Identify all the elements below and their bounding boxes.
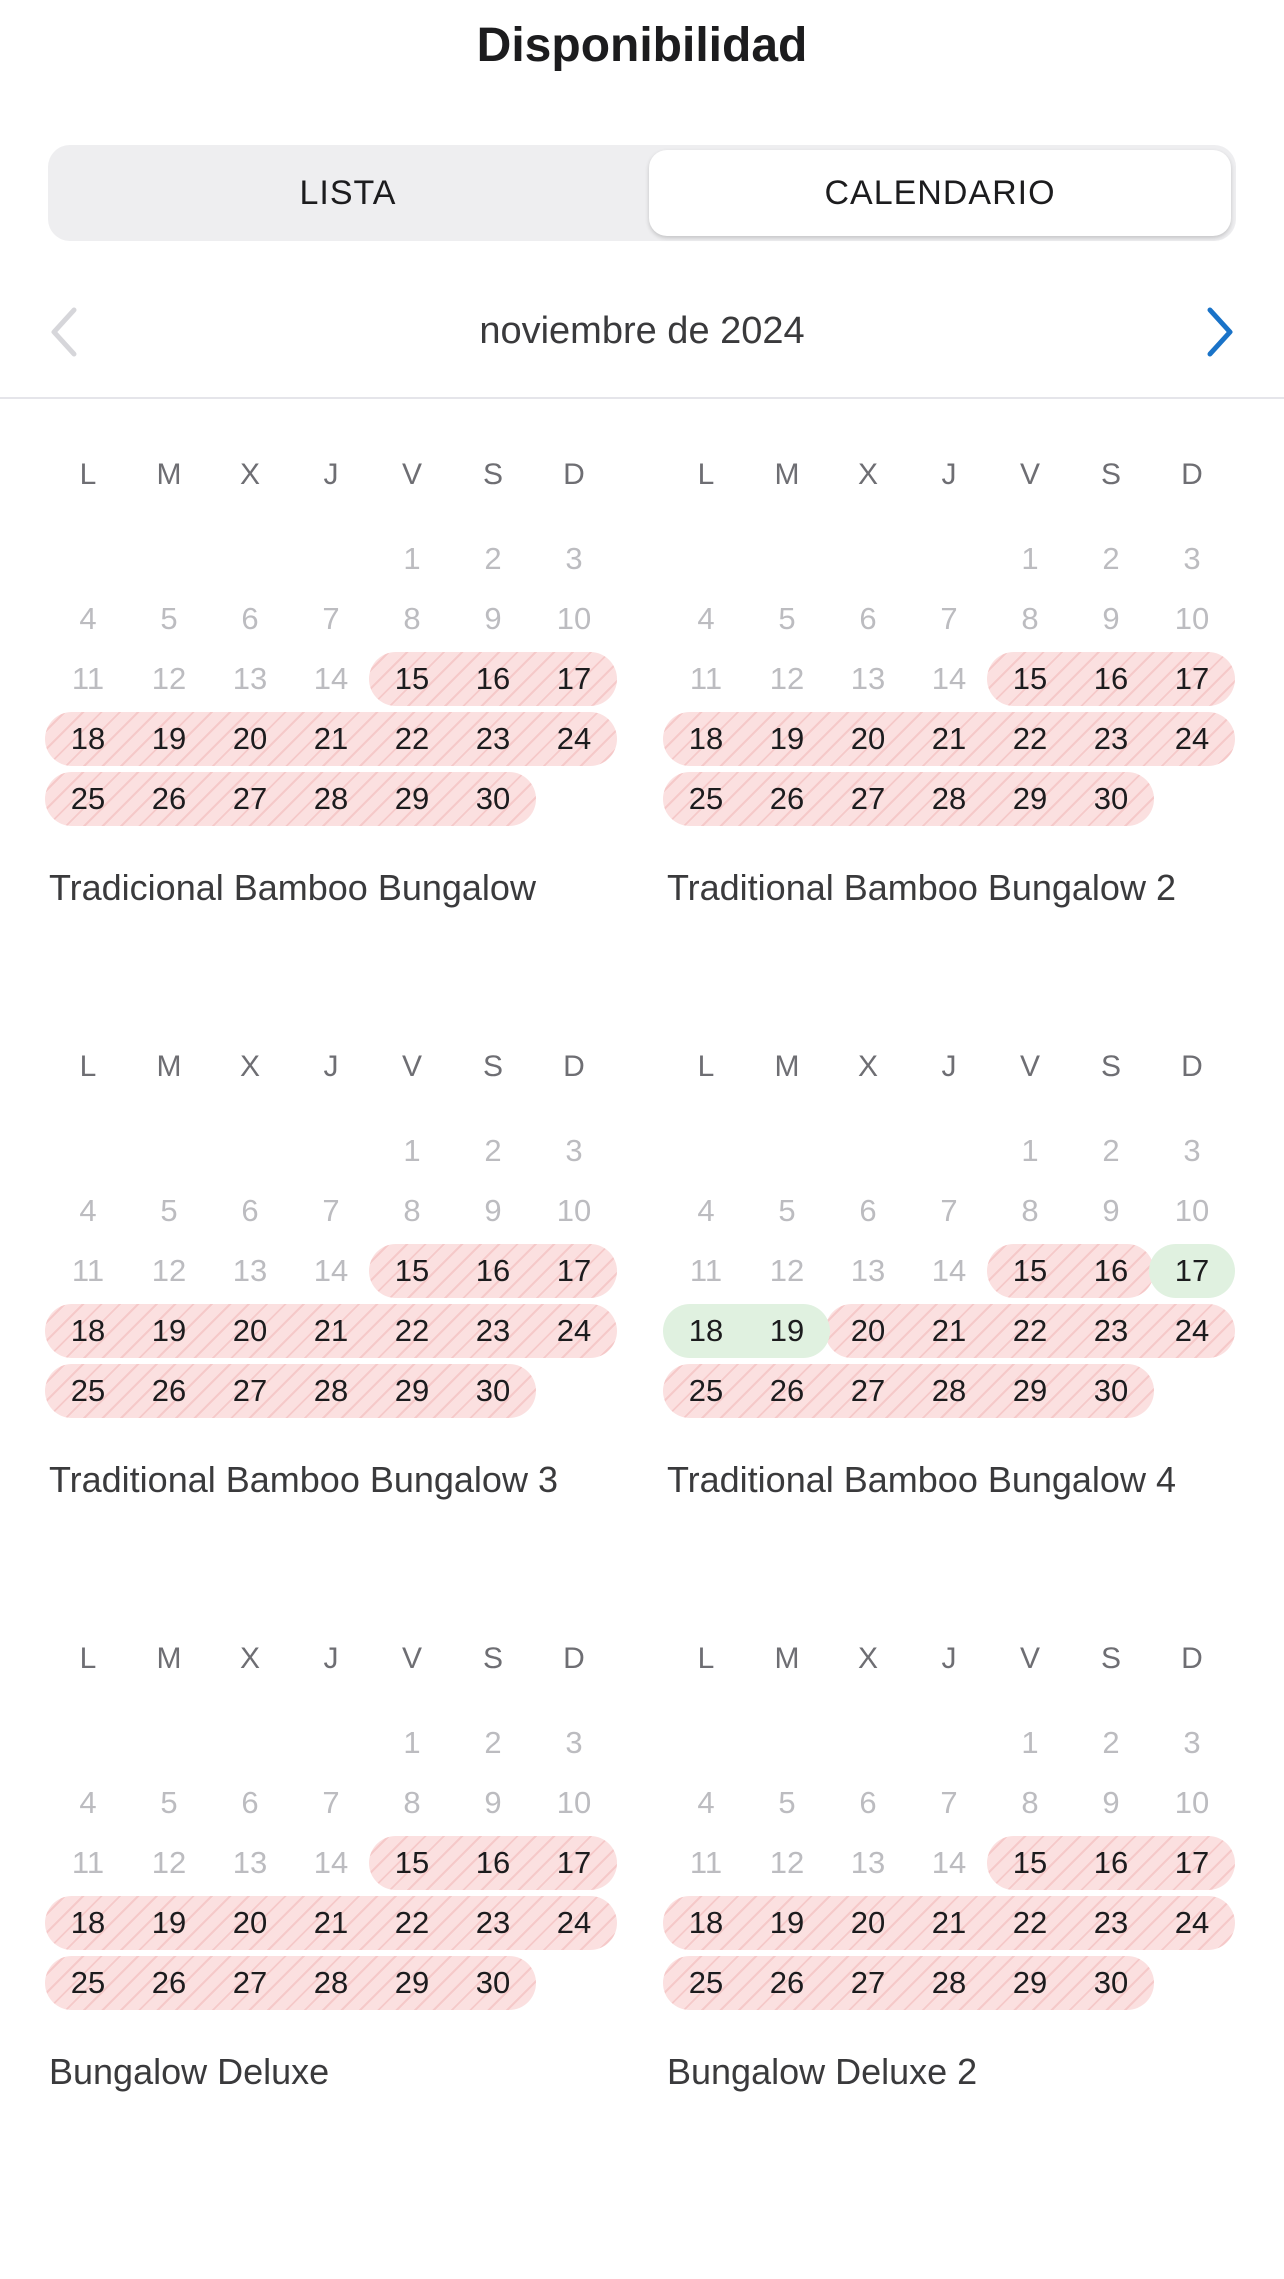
day-booked[interactable]: 27 <box>850 1965 886 2000</box>
room-name: Bungalow Deluxe <box>49 2051 330 2092</box>
weekday-label: L <box>697 1050 715 1083</box>
day-booked[interactable]: 15 <box>1012 1253 1048 1288</box>
day-past[interactable]: 3 <box>565 1725 583 1760</box>
weekday-label: S <box>1100 458 1121 491</box>
day-past[interactable]: 14 <box>313 1253 349 1288</box>
day-past[interactable]: 9 <box>1102 601 1120 636</box>
weekday-label: M <box>156 1642 182 1675</box>
day-booked[interactable]: 29 <box>394 1373 430 1408</box>
day-past[interactable]: 2 <box>1102 541 1120 576</box>
month-label: noviembre de 2024 <box>479 310 805 352</box>
weekday-label: X <box>239 1642 260 1675</box>
room-calendar <box>49 455 623 975</box>
day-booked[interactable]: 24 <box>556 721 592 756</box>
room-calendar <box>667 455 1241 975</box>
day-past[interactable]: 4 <box>697 601 715 636</box>
day-booked[interactable]: 15 <box>394 1253 430 1288</box>
day-past[interactable]: 12 <box>769 661 805 696</box>
day-past[interactable]: 2 <box>1102 1725 1120 1760</box>
day-booked[interactable]: 30 <box>1093 781 1129 816</box>
day-past[interactable]: 5 <box>778 601 796 636</box>
day-past[interactable]: 14 <box>931 661 967 696</box>
day-booked[interactable]: 18 <box>70 1313 106 1348</box>
weekday-label: D <box>563 1642 585 1675</box>
day-past[interactable]: 8 <box>403 1193 421 1228</box>
day-booked[interactable]: 23 <box>1093 721 1129 756</box>
day-past[interactable]: 13 <box>850 1845 886 1880</box>
page-title: Disponibilidad <box>476 19 808 72</box>
day-past[interactable]: 8 <box>403 1785 421 1820</box>
day-booked[interactable]: 22 <box>394 721 430 756</box>
day-booked[interactable]: 25 <box>70 1373 106 1408</box>
weekday-label: J <box>941 1050 957 1083</box>
weekday-label: V <box>401 458 422 491</box>
day-booked[interactable]: 18 <box>688 721 724 756</box>
day-available[interactable]: 18 <box>688 1313 724 1348</box>
room-name: Traditional Bamboo Bungalow 2 <box>667 867 1176 908</box>
weekday-label: V <box>1019 458 1040 491</box>
day-past[interactable]: 7 <box>940 1785 958 1820</box>
day-past[interactable]: 10 <box>556 601 592 636</box>
day-booked[interactable]: 15 <box>1012 1845 1048 1880</box>
day-booked[interactable]: 27 <box>232 1965 268 2000</box>
day-past[interactable]: 13 <box>232 1253 268 1288</box>
day-past[interactable]: 6 <box>241 1193 259 1228</box>
weekday-label: S <box>1100 1050 1121 1083</box>
day-booked[interactable]: 19 <box>151 1905 187 1940</box>
day-past[interactable]: 6 <box>859 601 877 636</box>
weekday-label: V <box>401 1642 422 1675</box>
day-booked[interactable]: 27 <box>232 781 268 816</box>
day-booked[interactable]: 30 <box>475 781 511 816</box>
room-calendar <box>49 1639 623 2159</box>
weekday-label: J <box>941 458 957 491</box>
weekday-label: L <box>79 458 97 491</box>
day-booked[interactable]: 25 <box>688 1965 724 2000</box>
day-past[interactable]: 7 <box>322 601 340 636</box>
room-calendar <box>667 1047 1241 1567</box>
day-past[interactable]: 12 <box>769 1845 805 1880</box>
day-booked[interactable]: 29 <box>1012 781 1048 816</box>
day-booked[interactable]: 20 <box>850 721 886 756</box>
weekday-label: J <box>323 458 339 491</box>
tab-list[interactable]: LISTA <box>299 174 397 212</box>
day-booked[interactable]: 16 <box>1093 661 1129 696</box>
day-booked[interactable]: 30 <box>1093 1965 1129 2000</box>
weekday-label: X <box>857 458 878 491</box>
day-booked[interactable]: 29 <box>394 781 430 816</box>
day-booked[interactable]: 30 <box>475 1373 511 1408</box>
day-past[interactable]: 5 <box>778 1193 796 1228</box>
day-booked[interactable]: 29 <box>394 1965 430 2000</box>
day-past[interactable]: 9 <box>484 1193 502 1228</box>
day-booked[interactable]: 26 <box>769 1965 805 2000</box>
day-booked[interactable]: 20 <box>232 1313 268 1348</box>
day-available[interactable]: 17 <box>1174 1253 1210 1288</box>
day-past[interactable]: 7 <box>322 1193 340 1228</box>
day-past[interactable]: 5 <box>160 1193 178 1228</box>
day-booked[interactable]: 25 <box>688 1373 724 1408</box>
day-booked[interactable]: 28 <box>313 1373 349 1408</box>
day-booked[interactable]: 24 <box>1174 1905 1210 1940</box>
room-calendar <box>49 1047 623 1567</box>
day-booked[interactable]: 23 <box>475 1905 511 1940</box>
day-past[interactable]: 8 <box>1021 1193 1039 1228</box>
day-booked[interactable]: 26 <box>151 1965 187 2000</box>
day-past[interactable]: 4 <box>697 1785 715 1820</box>
weekday-label: X <box>239 458 260 491</box>
day-past[interactable]: 1 <box>403 1133 421 1168</box>
day-booked[interactable]: 24 <box>556 1905 592 1940</box>
day-booked[interactable]: 26 <box>151 781 187 816</box>
day-past[interactable]: 14 <box>931 1845 967 1880</box>
day-booked[interactable]: 23 <box>475 721 511 756</box>
day-past[interactable]: 5 <box>778 1785 796 1820</box>
day-booked[interactable]: 27 <box>232 1373 268 1408</box>
weekday-label: L <box>79 1050 97 1083</box>
weekday-label: D <box>563 1050 585 1083</box>
day-booked[interactable]: 28 <box>313 781 349 816</box>
day-available[interactable]: 19 <box>769 1313 805 1348</box>
weekday-label: D <box>1181 458 1203 491</box>
day-past[interactable]: 2 <box>484 1725 502 1760</box>
weekday-label: X <box>857 1050 878 1083</box>
day-booked[interactable]: 18 <box>70 1905 106 1940</box>
day-booked[interactable]: 20 <box>232 721 268 756</box>
day-past[interactable]: 4 <box>79 1193 97 1228</box>
weekday-label: L <box>697 1642 715 1675</box>
day-booked[interactable]: 17 <box>556 661 592 696</box>
day-past[interactable]: 12 <box>769 1253 805 1288</box>
day-past[interactable]: 8 <box>1021 601 1039 636</box>
day-booked[interactable]: 15 <box>1012 661 1048 696</box>
day-past[interactable]: 11 <box>71 1253 105 1288</box>
day-past[interactable]: 3 <box>565 541 583 576</box>
day-booked[interactable]: 22 <box>394 1905 430 1940</box>
day-booked[interactable]: 20 <box>850 1313 886 1348</box>
day-booked[interactable]: 16 <box>475 661 511 696</box>
day-past[interactable]: 13 <box>850 1253 886 1288</box>
day-booked[interactable]: 28 <box>931 1373 967 1408</box>
day-booked[interactable]: 17 <box>1174 1845 1210 1880</box>
day-past[interactable]: 2 <box>1102 1133 1120 1168</box>
day-booked[interactable]: 16 <box>1093 1253 1129 1288</box>
day-past[interactable]: 10 <box>1174 1785 1210 1820</box>
room-name: Traditional Bamboo Bungalow 4 <box>667 1459 1176 1500</box>
day-past[interactable]: 10 <box>556 1193 592 1228</box>
day-past[interactable]: 3 <box>1183 1725 1201 1760</box>
weekday-label: X <box>857 1642 878 1675</box>
day-booked[interactable]: 17 <box>556 1845 592 1880</box>
day-past[interactable]: 7 <box>940 601 958 636</box>
day-booked[interactable]: 30 <box>1093 1373 1129 1408</box>
weekday-label: S <box>1100 1642 1121 1675</box>
weekday-label: D <box>563 458 585 491</box>
day-past[interactable]: 4 <box>697 1193 715 1228</box>
day-past[interactable]: 9 <box>1102 1785 1120 1820</box>
weekday-label: M <box>774 458 800 491</box>
day-past[interactable]: 1 <box>403 541 421 576</box>
day-booked[interactable]: 22 <box>1012 1905 1048 1940</box>
weekday-label: D <box>1181 1642 1203 1675</box>
day-past[interactable]: 9 <box>484 601 502 636</box>
day-past[interactable]: 6 <box>859 1785 877 1820</box>
day-booked[interactable]: 19 <box>769 721 805 756</box>
day-booked[interactable]: 15 <box>394 661 430 696</box>
day-past[interactable]: 14 <box>931 1253 967 1288</box>
weekday-label: S <box>482 1050 503 1083</box>
day-booked[interactable]: 21 <box>931 1313 967 1348</box>
day-booked[interactable]: 21 <box>313 1313 349 1348</box>
day-booked[interactable]: 29 <box>1012 1373 1048 1408</box>
day-booked[interactable]: 24 <box>1174 1313 1210 1348</box>
day-past[interactable]: 13 <box>850 661 886 696</box>
day-booked[interactable]: 25 <box>688 781 724 816</box>
day-booked[interactable]: 27 <box>850 781 886 816</box>
day-past[interactable]: 14 <box>313 661 349 696</box>
day-booked[interactable]: 26 <box>769 1373 805 1408</box>
day-booked[interactable]: 17 <box>1174 661 1210 696</box>
weekday-label: J <box>323 1050 339 1083</box>
weekday-label: J <box>323 1642 339 1675</box>
room-name: Bungalow Deluxe 2 <box>667 2051 978 2092</box>
day-past[interactable]: 3 <box>565 1133 583 1168</box>
day-booked[interactable]: 16 <box>475 1845 511 1880</box>
day-past[interactable]: 12 <box>151 661 187 696</box>
day-past[interactable]: 5 <box>160 601 178 636</box>
day-past[interactable]: 2 <box>484 1133 502 1168</box>
day-booked[interactable]: 15 <box>394 1845 430 1880</box>
day-past[interactable]: 10 <box>1174 1193 1210 1228</box>
day-booked[interactable]: 20 <box>232 1905 268 1940</box>
day-past[interactable]: 9 <box>484 1785 502 1820</box>
day-booked[interactable]: 23 <box>1093 1905 1129 1940</box>
room-name: Traditional Bamboo Bungalow 3 <box>49 1459 558 1500</box>
day-past[interactable]: 12 <box>151 1253 187 1288</box>
day-past[interactable]: 8 <box>1021 1785 1039 1820</box>
day-booked[interactable]: 28 <box>931 781 967 816</box>
weekday-label: S <box>482 1642 503 1675</box>
day-booked[interactable]: 25 <box>70 1965 106 2000</box>
day-booked[interactable]: 19 <box>151 721 187 756</box>
day-booked[interactable]: 21 <box>313 1905 349 1940</box>
day-booked[interactable]: 22 <box>1012 721 1048 756</box>
day-past[interactable]: 10 <box>1174 601 1210 636</box>
day-booked[interactable]: 24 <box>556 1313 592 1348</box>
day-booked[interactable]: 29 <box>1012 1965 1048 2000</box>
day-past[interactable]: 7 <box>940 1193 958 1228</box>
day-past[interactable]: 11 <box>71 1845 105 1880</box>
day-booked[interactable]: 20 <box>850 1905 886 1940</box>
day-past[interactable]: 6 <box>859 1193 877 1228</box>
day-booked[interactable]: 18 <box>70 721 106 756</box>
day-booked[interactable]: 28 <box>313 1965 349 2000</box>
day-booked[interactable]: 18 <box>688 1905 724 1940</box>
weekday-label: S <box>482 458 503 491</box>
day-booked[interactable]: 24 <box>1174 721 1210 756</box>
weekday-label: V <box>1019 1642 1040 1675</box>
day-booked[interactable]: 30 <box>475 1965 511 2000</box>
room-name: Tradicional Bamboo Bungalow <box>49 867 536 908</box>
day-booked[interactable]: 23 <box>475 1313 511 1348</box>
day-past[interactable]: 4 <box>79 1785 97 1820</box>
day-past[interactable]: 1 <box>1021 541 1039 576</box>
weekday-label: M <box>156 1050 182 1083</box>
weekday-label: D <box>1181 1050 1203 1083</box>
day-past[interactable]: 11 <box>689 1253 723 1288</box>
day-past[interactable]: 14 <box>313 1845 349 1880</box>
day-past[interactable]: 7 <box>322 1785 340 1820</box>
weekday-label: L <box>697 458 715 491</box>
day-past[interactable]: 13 <box>232 661 268 696</box>
day-past[interactable]: 11 <box>689 661 723 696</box>
day-booked[interactable]: 22 <box>1012 1313 1048 1348</box>
day-booked[interactable]: 21 <box>931 1905 967 1940</box>
day-past[interactable]: 5 <box>160 1785 178 1820</box>
day-booked[interactable]: 21 <box>931 721 967 756</box>
day-booked[interactable]: 26 <box>769 781 805 816</box>
day-booked[interactable]: 16 <box>475 1253 511 1288</box>
day-past[interactable]: 2 <box>484 541 502 576</box>
day-booked[interactable]: 27 <box>850 1373 886 1408</box>
weekday-label: M <box>156 458 182 491</box>
day-past[interactable]: 4 <box>79 601 97 636</box>
weekday-label: V <box>1019 1050 1040 1083</box>
day-past[interactable]: 3 <box>1183 1133 1201 1168</box>
day-past[interactable]: 1 <box>403 1725 421 1760</box>
day-past[interactable]: 6 <box>241 1785 259 1820</box>
weekday-label: V <box>401 1050 422 1083</box>
day-past[interactable]: 9 <box>1102 1193 1120 1228</box>
day-past[interactable]: 11 <box>689 1845 723 1880</box>
day-past[interactable]: 12 <box>151 1845 187 1880</box>
day-booked[interactable]: 19 <box>151 1313 187 1348</box>
day-booked[interactable]: 21 <box>313 721 349 756</box>
day-booked[interactable]: 16 <box>1093 1845 1129 1880</box>
day-past[interactable]: 1 <box>1021 1133 1039 1168</box>
weekday-label: M <box>774 1642 800 1675</box>
weekday-label: L <box>79 1642 97 1675</box>
room-calendar <box>667 1639 1241 2159</box>
day-booked[interactable]: 26 <box>151 1373 187 1408</box>
day-past[interactable]: 3 <box>1183 541 1201 576</box>
day-booked[interactable]: 25 <box>70 781 106 816</box>
day-booked[interactable]: 28 <box>931 1965 967 2000</box>
day-past[interactable]: 11 <box>71 661 105 696</box>
day-past[interactable]: 1 <box>1021 1725 1039 1760</box>
day-past[interactable]: 13 <box>232 1845 268 1880</box>
day-past[interactable]: 10 <box>556 1785 592 1820</box>
day-booked[interactable]: 17 <box>556 1253 592 1288</box>
day-booked[interactable]: 23 <box>1093 1313 1129 1348</box>
weekday-label: M <box>774 1050 800 1083</box>
day-booked[interactable]: 19 <box>769 1905 805 1940</box>
day-booked[interactable]: 22 <box>394 1313 430 1348</box>
weekday-label: J <box>941 1642 957 1675</box>
day-past[interactable]: 8 <box>403 601 421 636</box>
tab-calendar[interactable]: CALENDARIO <box>649 150 1231 236</box>
weekday-label: X <box>239 1050 260 1083</box>
day-past[interactable]: 6 <box>241 601 259 636</box>
